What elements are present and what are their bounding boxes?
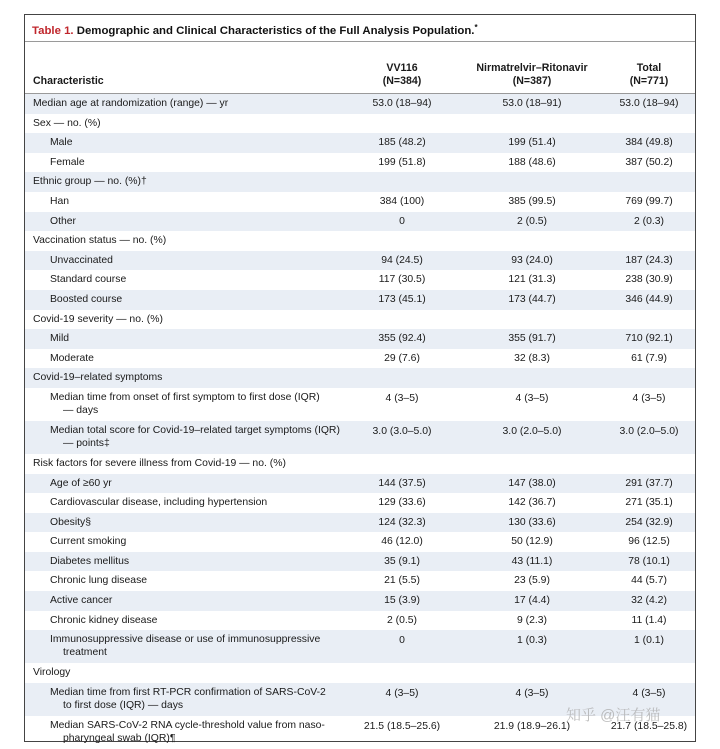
table-row [25, 192, 695, 212]
cell-nirmatrelvir: 173 (44.7) [508, 293, 556, 305]
cell-nirmatrelvir: 17 (4.4) [514, 595, 550, 607]
cell-vv116: 35 (9.1) [384, 555, 420, 567]
row-label [50, 254, 365, 267]
row-label [50, 574, 365, 587]
table-title: Demographic and Clinical Characteristics of the Full Analysis Population. [76, 25, 475, 37]
table-header [25, 42, 695, 94]
row-label-continuation: pharyngeal swab (IQR)¶ [63, 732, 176, 744]
row-label-text: Covid-19 severity — no. (%) [33, 313, 163, 325]
row-label-text: Boosted course [50, 293, 123, 305]
cell-total: 254 (32.9) [625, 516, 673, 528]
table-row [25, 571, 695, 591]
cell-vv116: 0 [399, 635, 405, 647]
table-row [25, 513, 695, 533]
row-label [50, 136, 365, 149]
cell-vv116: 185 (48.2) [378, 137, 426, 149]
cell-vv116: 0 [399, 215, 405, 227]
cell-total: 1 (0.1) [633, 635, 665, 647]
cell-nirmatrelvir: 385 (99.5) [508, 195, 556, 207]
cell-nirmatrelvir: 130 (33.6) [508, 516, 556, 528]
row-label [50, 215, 365, 228]
row-label-text: Risk factors for severe illness from Covid-19 — no. (%) [33, 457, 286, 469]
row-label [50, 594, 365, 607]
cell-total: 11 (1.4) [631, 614, 667, 626]
cell-vv116: 355 (92.4) [378, 333, 426, 345]
table-row [25, 153, 695, 173]
table-row [25, 421, 695, 454]
row-label-text: Covid-19–related symptoms [33, 372, 163, 384]
cell-nirmatrelvir: 355 (91.7) [508, 333, 556, 345]
cell-vv116: 4 (3–5) [385, 687, 419, 699]
table-row [25, 532, 695, 552]
row-label [33, 175, 348, 188]
table-row [25, 94, 695, 114]
table-row [25, 133, 695, 153]
cell-vv116: 4 (3–5) [385, 392, 419, 404]
table-row [25, 329, 695, 349]
cell-total: 3.0 (2.0–5.0) [619, 425, 679, 437]
row-label-text: Active cancer [50, 595, 113, 607]
watermark: 知乎 @汪有猫 [566, 707, 661, 724]
header-col-vv116-n: (N=384) [382, 75, 422, 87]
cell-vv116: 94 (24.5) [381, 254, 423, 266]
cell-total: 238 (30.9) [625, 274, 673, 286]
row-label-text: Female [50, 156, 85, 168]
cell-nirmatrelvir: 142 (36.7) [508, 497, 556, 509]
header-col-nirmatrelvir-name: Nirmatrelvir–Ritonavir [476, 62, 588, 74]
table-row [25, 172, 695, 192]
cell-vv116: 129 (33.6) [378, 497, 426, 509]
cell-total: 96 (12.5) [628, 536, 670, 548]
row-label-text: Median total score for Covid-19–related target symptoms (IQR) [50, 424, 340, 436]
cell-total: 187 (24.3) [625, 254, 673, 266]
cell-vv116: 46 (12.0) [381, 536, 423, 548]
cell-total: 78 (10.1) [628, 555, 670, 567]
cell-total: 32 (4.2) [631, 595, 667, 607]
cell-vv116: 384 (100) [379, 195, 425, 207]
table-number: Table 1. [32, 25, 74, 37]
row-label-text: Chronic lung disease [50, 575, 148, 587]
cell-nirmatrelvir: 50 (12.9) [511, 536, 553, 548]
row-label-text: Median SARS-CoV-2 RNA cycle-threshold value from naso- [50, 719, 325, 731]
header-characteristic: Characteristic [33, 75, 104, 87]
table-row [25, 388, 695, 421]
cell-vv116: 144 (37.5) [378, 477, 426, 489]
row-label-text: Unvaccinated [50, 254, 113, 266]
row-label-text: Cardiovascular disease, including hypertension [50, 497, 268, 509]
table-row [25, 630, 695, 663]
row-label [50, 614, 365, 627]
row-label-text: Diabetes mellitus [50, 555, 130, 567]
cell-total: 53.0 (18–94) [619, 98, 679, 109]
row-label [33, 457, 348, 470]
row-label [50, 332, 365, 345]
cell-total: 291 (37.7) [625, 477, 673, 489]
row-label [50, 555, 365, 568]
table-row [25, 290, 695, 310]
cell-total: 61 (7.9) [631, 352, 667, 364]
cell-total: 346 (44.9) [625, 293, 673, 305]
row-label [33, 371, 348, 384]
row-label [50, 352, 365, 365]
row-label-text: Chronic kidney disease [50, 614, 158, 626]
row-label-continuation: treatment [63, 647, 107, 659]
table-row [25, 231, 695, 251]
row-label [33, 234, 348, 247]
header-col-vv116-name: VV116 [386, 62, 418, 74]
caption-footnote-mark: * [474, 23, 478, 32]
cell-vv116: 199 (51.8) [378, 156, 426, 168]
header-col-total [609, 62, 689, 88]
cell-nirmatrelvir: 23 (5.9) [514, 575, 550, 587]
cell-vv116: 3.0 (3.0–5.0) [372, 425, 432, 437]
cell-total: 271 (35.1) [625, 497, 673, 509]
table-body [25, 94, 695, 749]
cell-vv116: 117 (30.5) [378, 274, 426, 286]
cell-nirmatrelvir: 9 (2.3) [516, 614, 548, 626]
cell-nirmatrelvir: 43 (11.1) [511, 555, 553, 567]
table-frame [24, 14, 696, 742]
cell-total: 44 (5.7) [631, 575, 667, 587]
header-col-vv116 [359, 62, 445, 88]
header-col-nirmatrelvir [457, 62, 607, 88]
cell-vv116: 124 (32.3) [378, 516, 426, 528]
cell-total: 769 (99.7) [625, 195, 673, 207]
row-label [33, 666, 348, 679]
row-label-text: Median time from first RT-PCR confirmation of SARS-CoV-2 [50, 686, 326, 698]
table-row [25, 663, 695, 683]
row-label-text: Sex — no. (%) [33, 117, 101, 129]
cell-vv116: 2 (0.5) [386, 614, 418, 626]
table-caption [25, 15, 695, 42]
row-label [50, 516, 365, 529]
row-label-text: Ethnic group — no. (%)† [33, 176, 147, 188]
row-label-text: Male [50, 137, 73, 149]
row-label-text: Age of ≥60 yr [50, 477, 112, 489]
cell-nirmatrelvir: 93 (24.0) [511, 254, 553, 266]
row-label-continuation: — points‡ [63, 437, 110, 449]
row-label [50, 424, 365, 450]
row-label [50, 391, 365, 417]
table-row [25, 114, 695, 134]
cell-nirmatrelvir: 147 (38.0) [508, 477, 556, 489]
header-col-total-name: Total [636, 62, 662, 74]
table-row [25, 368, 695, 388]
row-label [33, 97, 348, 110]
cell-vv116: 29 (7.6) [384, 352, 420, 364]
table-row [25, 454, 695, 474]
row-label [50, 535, 365, 548]
row-label [50, 293, 365, 306]
cell-nirmatrelvir: 199 (51.4) [508, 137, 556, 149]
table-row [25, 310, 695, 330]
row-label [50, 496, 365, 509]
row-label [50, 633, 365, 659]
cell-nirmatrelvir: 121 (31.3) [508, 274, 556, 286]
row-label-text: Median age at randomization (range) — yr [33, 98, 229, 109]
row-label-text: Virology [33, 667, 71, 679]
cell-total: 4 (3–5) [632, 687, 666, 699]
cell-total: 4 (3–5) [632, 392, 666, 404]
table-row [25, 611, 695, 631]
cell-nirmatrelvir: 1 (0.3) [516, 635, 548, 647]
cell-total: 2 (0.3) [633, 215, 665, 227]
row-label-text: Vaccination status — no. (%) [33, 235, 167, 247]
table-row [25, 349, 695, 369]
cell-total: 387 (50.2) [625, 156, 673, 168]
cell-nirmatrelvir: 2 (0.5) [516, 215, 548, 227]
row-label [50, 719, 365, 745]
cell-vv116: 15 (3.9) [384, 595, 420, 607]
row-label-text: Standard course [50, 274, 127, 286]
cell-total: 384 (49.8) [625, 137, 673, 149]
header-col-total-n: (N=771) [629, 75, 669, 87]
row-label-text: Other [50, 215, 76, 227]
cell-nirmatrelvir: 4 (3–5) [515, 392, 549, 404]
row-label [50, 686, 365, 712]
cell-nirmatrelvir: 53.0 (18–91) [502, 98, 562, 109]
cell-nirmatrelvir: 4 (3–5) [515, 687, 549, 699]
row-label [50, 195, 365, 208]
cell-nirmatrelvir: 21.9 (18.9–26.1) [493, 720, 571, 732]
cell-vv116: 53.0 (18–94) [372, 98, 432, 109]
cell-vv116: 21 (5.5) [384, 575, 420, 587]
table-row [25, 251, 695, 271]
table-row [25, 212, 695, 232]
cell-nirmatrelvir: 3.0 (2.0–5.0) [502, 425, 562, 437]
row-label [50, 477, 365, 490]
row-label [33, 117, 348, 130]
row-label [50, 273, 365, 286]
row-label-text: Median time from onset of first symptom to first dose (IQR) [50, 391, 320, 403]
cell-total: 21.7 (18.5–25.8) [610, 720, 688, 732]
table-row [25, 591, 695, 611]
cell-nirmatrelvir: 188 (48.6) [508, 156, 556, 168]
row-label-text: Obesity§ [50, 516, 92, 528]
row-label-text: Han [50, 195, 70, 207]
row-label-text: Immunosuppressive disease or use of immunosuppressive [50, 634, 321, 646]
row-label-text: Current smoking [50, 536, 127, 548]
row-label-continuation: to first dose (IQR) — days [63, 699, 184, 711]
header-col-nirmatrelvir-n: (N=387) [512, 75, 552, 87]
cell-vv116: 173 (45.1) [378, 293, 426, 305]
row-label [33, 313, 348, 326]
row-label-text: Mild [50, 333, 70, 345]
cell-nirmatrelvir: 32 (8.3) [514, 352, 550, 364]
cell-total: 710 (92.1) [625, 333, 673, 345]
row-label-text: Moderate [50, 352, 94, 364]
table-row [25, 552, 695, 572]
cell-vv116: 21.5 (18.5–25.6) [363, 720, 441, 732]
table-row [25, 474, 695, 494]
row-label [50, 156, 365, 169]
table-row [25, 270, 695, 290]
table-row [25, 493, 695, 513]
row-label-continuation: — days [63, 404, 99, 416]
